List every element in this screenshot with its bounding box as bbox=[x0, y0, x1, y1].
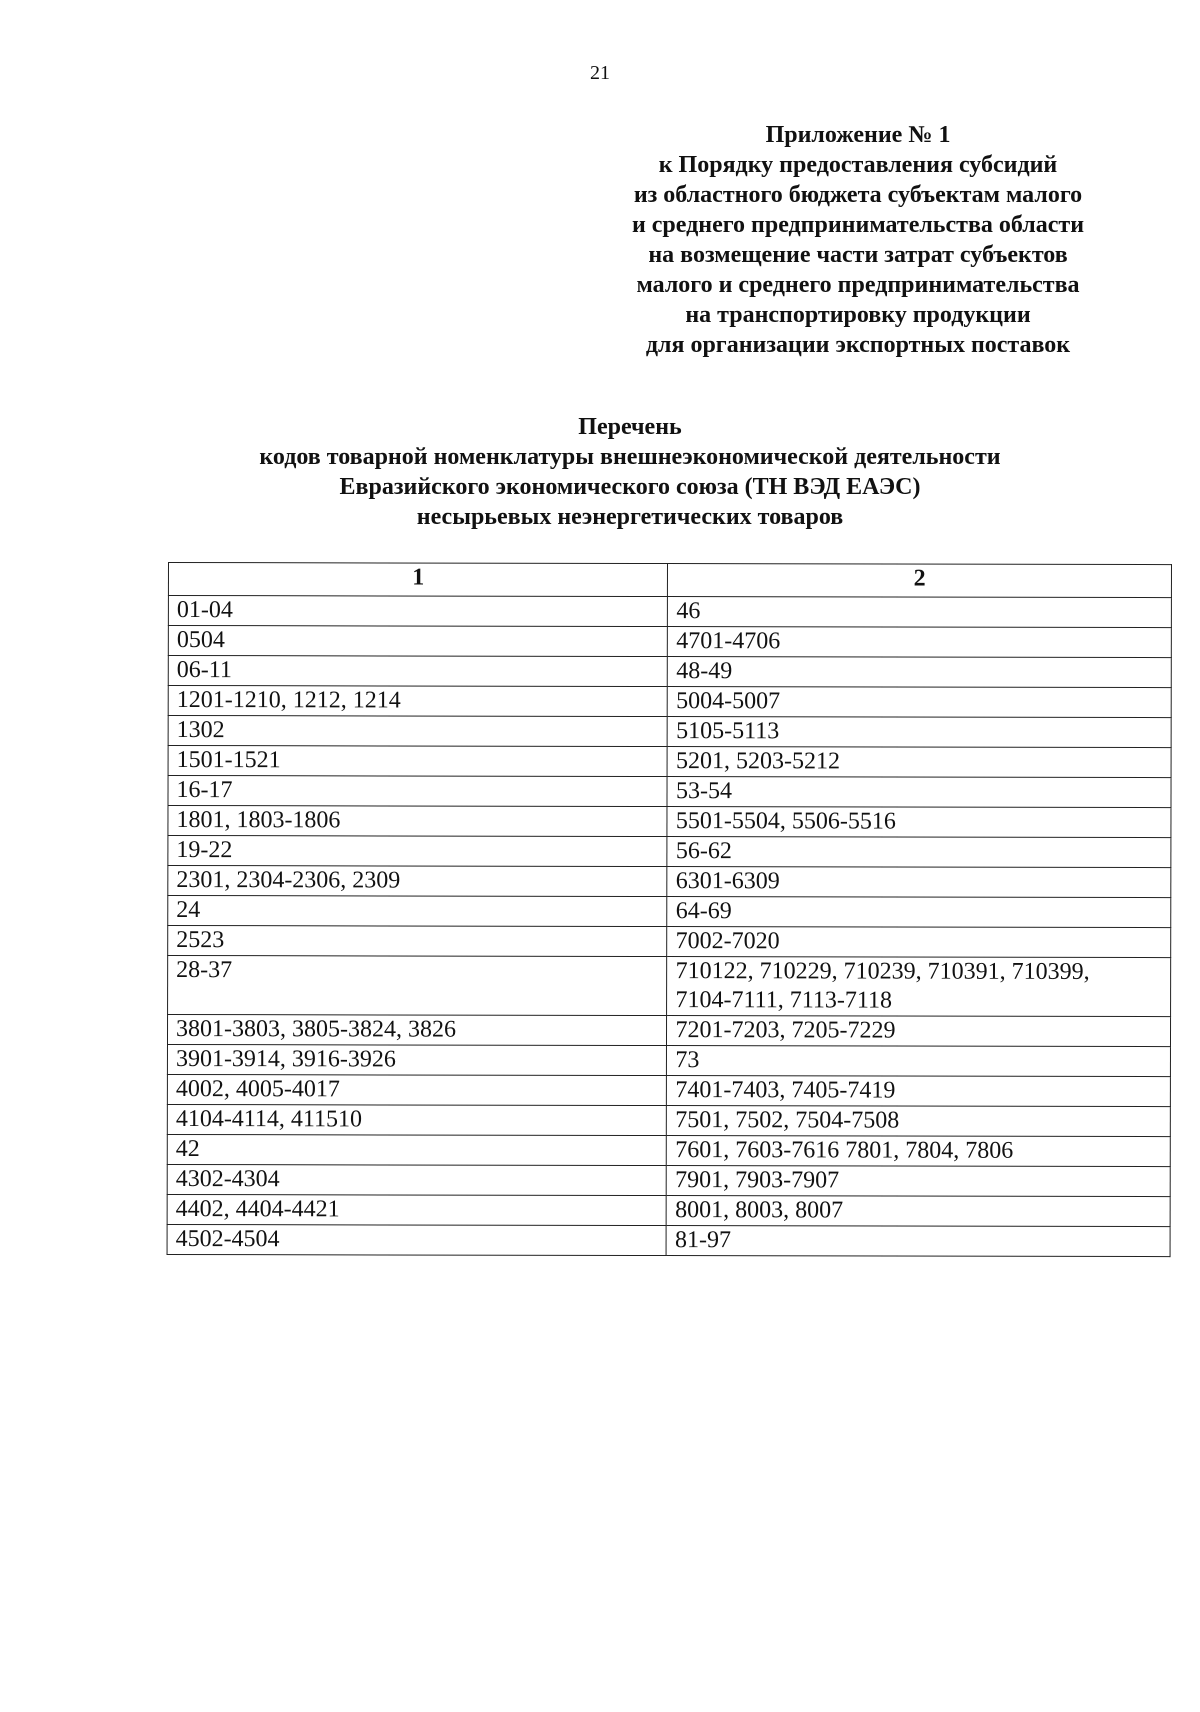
table-row bbox=[167, 1134, 1170, 1166]
list-title bbox=[150, 412, 1110, 532]
table-cell-col2: 7002-7020 bbox=[667, 927, 1171, 958]
table-row bbox=[168, 656, 1171, 688]
table-row bbox=[167, 1015, 1170, 1047]
table-row bbox=[167, 1194, 1170, 1226]
table-row bbox=[168, 956, 1171, 1017]
table-row bbox=[168, 776, 1171, 808]
table-cell-col2: 5201, 5203-5212 bbox=[668, 747, 1172, 778]
table-cell-col2: 7901, 7903-7907 bbox=[667, 1166, 1171, 1197]
table-cell-col1: 42 bbox=[167, 1134, 667, 1165]
column-header-2: 2 bbox=[668, 564, 1172, 598]
table-cell-col1: 4302-4304 bbox=[167, 1164, 667, 1195]
table-cell-col1: 1201-1210, 1212, 1214 bbox=[168, 686, 668, 717]
table-cell-col2: 73 bbox=[667, 1046, 1171, 1077]
table-cell-col2: 7201-7203, 7205-7229 bbox=[667, 1016, 1171, 1047]
appendix-line: и среднего предпринимательства области bbox=[631, 212, 1085, 238]
table-cell-col1: 1501-1521 bbox=[168, 746, 668, 777]
list-title-line: кодов товарной номенклатуры внешнеэкономической деятельности bbox=[259, 444, 1001, 470]
table-cell-col1: 2523 bbox=[168, 926, 668, 957]
table-cell-col1: 19-22 bbox=[168, 836, 668, 867]
table-row bbox=[168, 746, 1171, 778]
table-cell-col1: 3901-3914, 3916-3926 bbox=[167, 1045, 667, 1076]
table-row bbox=[168, 716, 1171, 748]
table-cell-col1: 01-04 bbox=[168, 596, 668, 627]
list-title-heading: Перечень bbox=[578, 414, 682, 440]
table-cell-col2: 5105-5113 bbox=[668, 717, 1172, 748]
table-cell-col2: 53-54 bbox=[667, 777, 1171, 808]
table-row bbox=[167, 1074, 1170, 1106]
table-cell-col2: 7401-7403, 7405-7419 bbox=[667, 1076, 1171, 1107]
appendix-header bbox=[598, 120, 1118, 360]
table-row bbox=[167, 1045, 1170, 1077]
table-cell-col2: 56-62 bbox=[667, 837, 1171, 868]
table-cell-col1: 4104-4114, 411510 bbox=[167, 1104, 667, 1135]
table-cell-col1: 28-37 bbox=[168, 956, 668, 1016]
table-cell-col2: 710122, 710229, 710239, 710391, 710399, 7104-7111, 7113-7118 bbox=[667, 957, 1171, 1017]
column-header-1: 1 bbox=[168, 563, 668, 597]
table-row bbox=[167, 1104, 1170, 1136]
codes-table bbox=[167, 562, 1172, 1257]
table-cell-col2: 8001, 8003, 8007 bbox=[667, 1196, 1171, 1227]
table-cell-col1: 4502-4504 bbox=[167, 1224, 667, 1255]
table-row bbox=[168, 626, 1171, 658]
appendix-line: на возмещение части затрат субъектов bbox=[648, 242, 1068, 268]
table-cell-col2: 48-49 bbox=[668, 657, 1172, 688]
table-cell-col2: 81-97 bbox=[667, 1226, 1171, 1257]
table-cell-col2: 5004-5007 bbox=[668, 687, 1172, 718]
table-cell-col2: 7501, 7502, 7504-7508 bbox=[667, 1106, 1171, 1137]
table-cell-col2: 7601, 7603-7616 7801, 7804, 7806 bbox=[667, 1136, 1171, 1167]
table-row bbox=[168, 926, 1171, 958]
table-cell-col1: 1801, 1803-1806 bbox=[168, 806, 668, 837]
table-cell-col2: 64-69 bbox=[667, 897, 1171, 928]
table-cell-col1: 24 bbox=[168, 896, 668, 927]
table-cell-col1: 4402, 4404-4421 bbox=[167, 1194, 667, 1225]
table-cell-col1: 06-11 bbox=[168, 656, 668, 687]
table-header-row bbox=[168, 563, 1171, 598]
table-cell-col1: 1302 bbox=[168, 716, 668, 747]
codes-table-body bbox=[167, 596, 1171, 1257]
appendix-line: на транспортировку продукции bbox=[685, 302, 1031, 328]
table-row bbox=[168, 686, 1171, 718]
table-cell-col2: 46 bbox=[668, 597, 1172, 628]
appendix-line: малого и среднего предпринимательства bbox=[636, 272, 1080, 298]
table-row bbox=[167, 1164, 1170, 1196]
appendix-line: к Порядку предоставления субсидий bbox=[658, 152, 1058, 178]
appendix-line: для организации экспортных поставок bbox=[645, 332, 1071, 358]
table-cell-col2: 5501-5504, 5506-5516 bbox=[667, 807, 1171, 838]
table-row bbox=[168, 806, 1171, 838]
table-cell-col1: 3801-3803, 3805-3824, 3826 bbox=[167, 1015, 667, 1046]
list-title-line: Евразийского экономического союза (ТН ВЭД ЕАЭС) bbox=[339, 474, 921, 500]
table-cell-col2: 4701-4706 bbox=[668, 627, 1172, 658]
table-row bbox=[168, 896, 1171, 928]
list-title-line: несырьевых неэнергетических товаров bbox=[416, 504, 844, 530]
table-cell-col1: 0504 bbox=[168, 626, 668, 657]
table-row bbox=[168, 596, 1171, 628]
page-number: 21 bbox=[590, 62, 610, 84]
table-cell-col1: 2301, 2304-2306, 2309 bbox=[168, 866, 668, 897]
table-row bbox=[167, 1224, 1170, 1256]
table-cell-col1: 4002, 4005-4017 bbox=[167, 1074, 667, 1105]
appendix-title: Приложение № 1 bbox=[765, 122, 951, 148]
table-cell-col2: 6301-6309 bbox=[667, 867, 1171, 898]
table-row bbox=[168, 866, 1171, 898]
table-row bbox=[168, 836, 1171, 868]
table-cell-col1: 16-17 bbox=[168, 776, 668, 807]
appendix-line: из областного бюджета субъектам малого bbox=[633, 182, 1083, 208]
